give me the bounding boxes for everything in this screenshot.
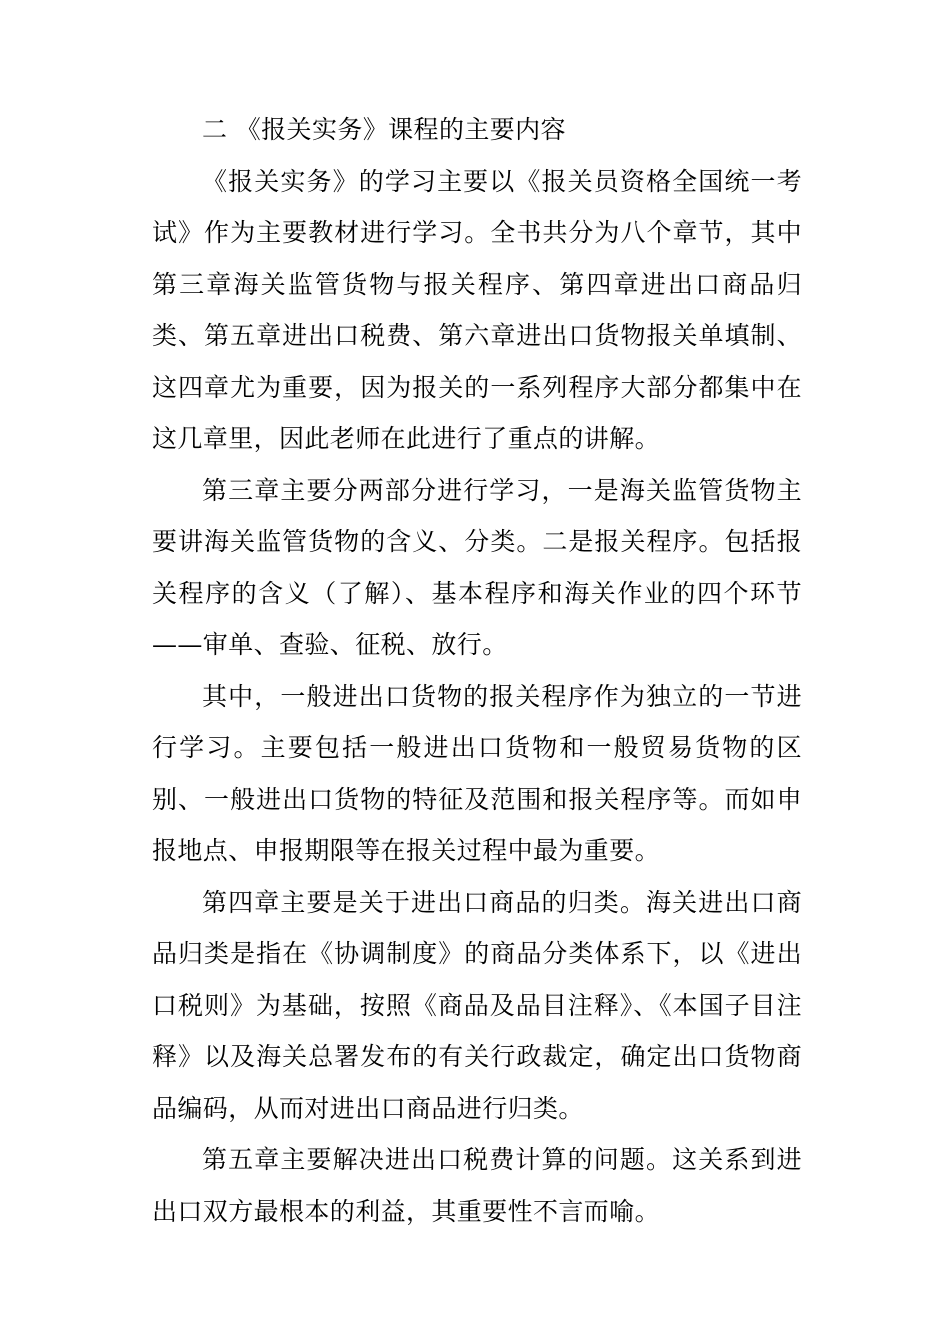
section-heading: 二 《报关实务》课程的主要内容 <box>202 115 566 144</box>
paragraph-chapter-three: 第三章主要分两部分进行学习，一是海关监管货物主要讲海关监管货物的含义、分类。二是报关程序。包括报关程序的含义（了解）、基本程序和海关作业的四个环节——审单、查验、征税、放行。 <box>152 475 802 659</box>
paragraph-textbook-overview: 《报关实务》的学习主要以《报关员资格全国统一考试》作为主要教材进行学习。全书共分为八个章节，其中第三章海关监管货物与报关程序、第四章进出口商品归类、第五章进出口税费、第六章进出口货物报关单填制、这四章尤为重要，因为报关的一系列程序大部分都集中在这几章里，因此老师在此进行了重点的讲解。 <box>152 166 802 453</box>
paragraph-chapter-four: 第四章主要是关于进出口商品的归类。海关进出口商品归类是指在《协调制度》的商品分类体系下，以《进出口税则》为基础，按照《商品及品目注释》、《本国子目注释》以及海关总署发布的有关行政裁定，确定出口货物商品编码，从而对进出口商品进行归类。 <box>152 887 802 1123</box>
document-page <box>152 104 802 1237</box>
paragraph-general-goods: 其中，一般进出口货物的报关程序作为独立的一节进行学习。主要包括一般进出口货物和一般贸易货物的区别、一般进出口货物的特征及范围和报关程序等。而如申报地点、申报期限等在报关过程中最为重要。 <box>152 681 802 865</box>
paragraph-chapter-five: 第五章主要解决进出口税费计算的问题。这关系到进出口双方最根本的利益，其重要性不言而喻。 <box>152 1145 802 1226</box>
